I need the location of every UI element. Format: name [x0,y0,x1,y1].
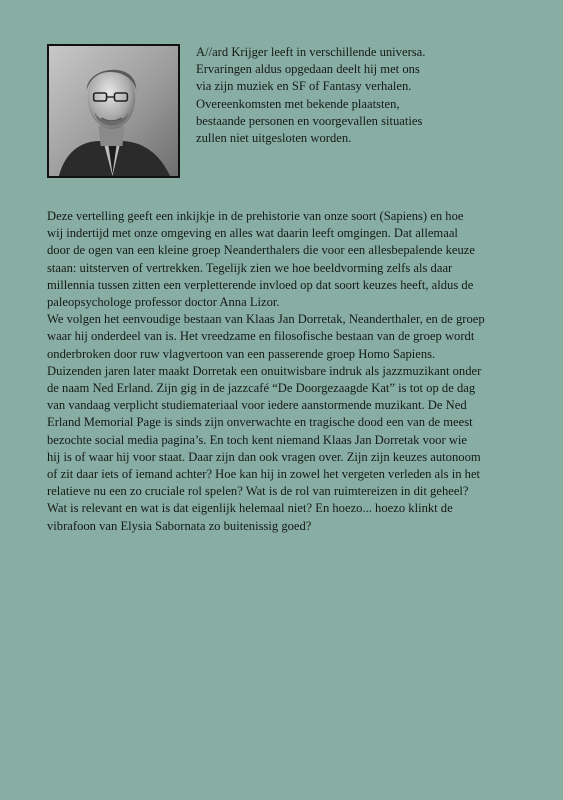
author-bio-line: zullen niet uitgesloten worden. [196,131,352,146]
blurb-line: van vandaag verplicht studiemateriaal voor iedere aanstormende muzikant. De Ned [47,398,467,413]
author-bio-line: Ervaringen aldus opgedaan deelt hij met ons [196,62,420,77]
blurb-line: Deze vertelling geeft een inkijkje in de prehistorie van onze soort (Sapiens) en hoe [47,209,464,223]
blurb-line: of zit daar iets of iemand achter? Hoe kan hij in zowel het vergeten verleden als in het [47,467,481,482]
author-portrait-icon [49,46,178,176]
blurb-line: onderbroken door ruw vlagvertoon van een passerende groep Homo Sapiens. [47,346,436,361]
author-bio-line: bestaande personen en voorgevallen situaties [196,113,423,128]
book-blurb [47,208,527,535]
blurb-line: millennia tussen zitten een verpletterende invloed op dat soort keuzes heeft, aldus de [47,277,474,292]
author-bio-line: Overeenkomsten met bekende plaatsten, [196,96,400,111]
blurb-line: vibrafoon van Elysia Sabornata zo buitenissig goed? [47,518,312,533]
author-bio-line: A//ard Krijger leeft in verschillende universa. [196,45,426,59]
author-bio [196,44,526,147]
blurb-line: We volgen het eenvoudige bestaan van Klaas Jan Dorretak, Neanderthaler, en de groep [47,312,485,327]
blurb-line: waar hij onderdeel van is. Het vreedzame en filosofische bestaan van de groep wordt [47,329,475,344]
blurb-line: hij is of waar hij voor staat. Daar zijn dan ook vragen over. Zijn zijn keuzes autonoom [47,449,481,464]
blurb-line: bezochte social media pagina’s. En toch kent niemand Klaas Jan Dorretak voor wie [47,432,467,447]
blurb-line: Duizenden jaren later maakt Dorretak een onuitwisbare indruk als jazzmuzikant onder [47,363,482,378]
blurb-line: paleopsychologe professor doctor Anna Lizor. [47,295,280,310]
blurb-line: staan: uitsterven of vertrekken. Tegelijk zien we hoe beeldvorming zelfs als daar [47,260,453,275]
blurb-line: wij indertijd met onze omgeving en alles wat daarin leeft omgingen. Dat allemaal [47,226,458,241]
blurb-line: Erland Memorial Page is sinds zijn onverwachte en tragische dood een van de meest [47,415,473,430]
blurb-line: Wat is relevant en wat is dat eigenlijk helemaal niet? En hoezo... hoezo klinkt de [47,501,453,516]
author-bio-line: via zijn muziek en SF of Fantasy verhalen. [196,79,412,94]
blurb-line: relatieve nu een zo cruciale rol spelen? Wat is de rol van ruimtereizen in dit geheel? [47,484,469,499]
blurb-line: de naam Ned Erland. Zijn gig in de jazzcafé “De Doorgezaagde Kat” is tot op de dag [47,381,476,396]
blurb-line: door de ogen van een kleine groep Neanderthalers die voor een allesbepalende keuze [47,243,475,258]
author-photo [47,44,180,178]
